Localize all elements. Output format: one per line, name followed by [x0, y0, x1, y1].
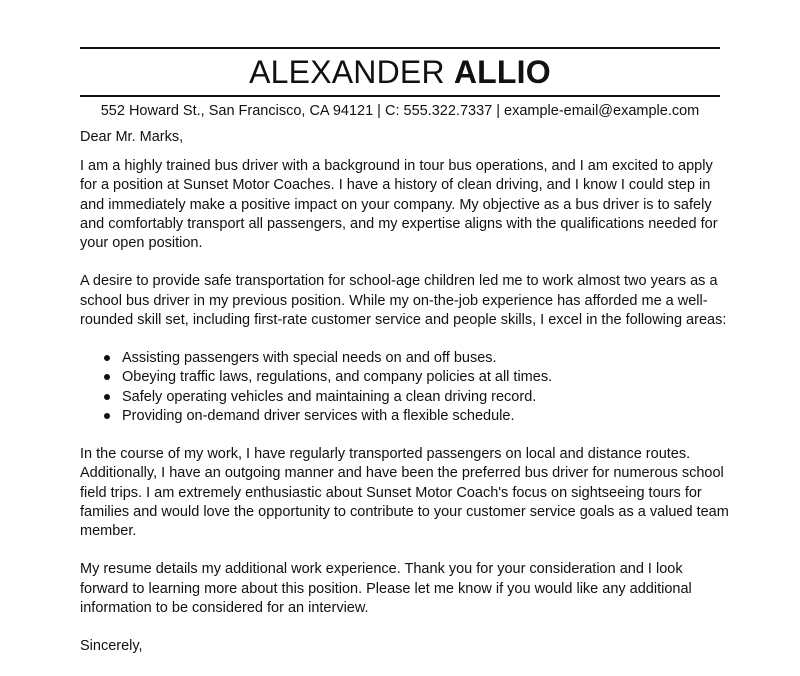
applicant-name — [80, 52, 720, 92]
list-item-text: Assisting passengers with special needs on and off buses. — [122, 350, 497, 367]
list-item-text: Safely operating vehicles and maintaining a clean driving record. — [122, 388, 537, 405]
sign-off: Sincerely, — [80, 638, 143, 655]
bullet-icon — [104, 394, 110, 400]
top-divider — [80, 47, 720, 49]
list-item — [80, 407, 730, 426]
bullet-icon — [104, 413, 110, 419]
last-name: ALLIO — [453, 54, 551, 90]
list-item — [80, 368, 730, 387]
contact-info: 552 Howard St., San Francisco, CA 94121 | C: 555.322.7337 | example-email@example.com — [100, 103, 700, 119]
list-item-text: Providing on-demand driver services with a flexible schedule. — [122, 407, 515, 424]
bullet-icon — [104, 374, 110, 380]
skills-list — [80, 349, 730, 426]
bullet-icon — [104, 355, 110, 361]
list-item — [80, 388, 730, 407]
paragraph-experience: A desire to provide safe transportation for school-age children led me to work almost two years as a school bus driver in my previous position. While my on-the-job experience has afforded me a well-rounded skill set, including first-rate customer service and people skills, I excel in the following areas: — [80, 273, 727, 328]
letter-body — [80, 128, 730, 676]
paragraph-closing: My resume details my additional work experience. Thank you for your consideration and I look forward to learning more about this position. Please let me know if you would like any additional information to be considered for an interview. — [80, 561, 692, 616]
greeting: Dear Mr. Marks, — [80, 129, 184, 145]
paragraph-work: In the course of my work, I have regularly transported passengers on local and distance routes. Additionally, I have an outgoing manner and have been the preferred bus driver for numerous school field trips. I am extremely enthusiastic about Sunset Motor Coach's focus on sightseeing tours for families and would love the opportunity to contribute to your customer service goals as a valued team member. — [80, 446, 729, 540]
list-item-text: Obeying traffic laws, regulations, and company policies at all times. — [122, 369, 553, 386]
list-item — [80, 349, 730, 368]
first-name: ALEXANDER — [249, 54, 445, 90]
bottom-divider — [80, 95, 720, 97]
paragraph-intro: I am a highly trained bus driver with a background in tour bus operations, and I am excited to apply for a position at Sunset Motor Coaches. I have a history of clean driving, and I know I could step in and immediately make a positive impact on your company. My objective as a bus driver is to safely and comfortably transport all passengers, and my expertise aligns with the qualifications needed for your open position. — [80, 158, 718, 252]
